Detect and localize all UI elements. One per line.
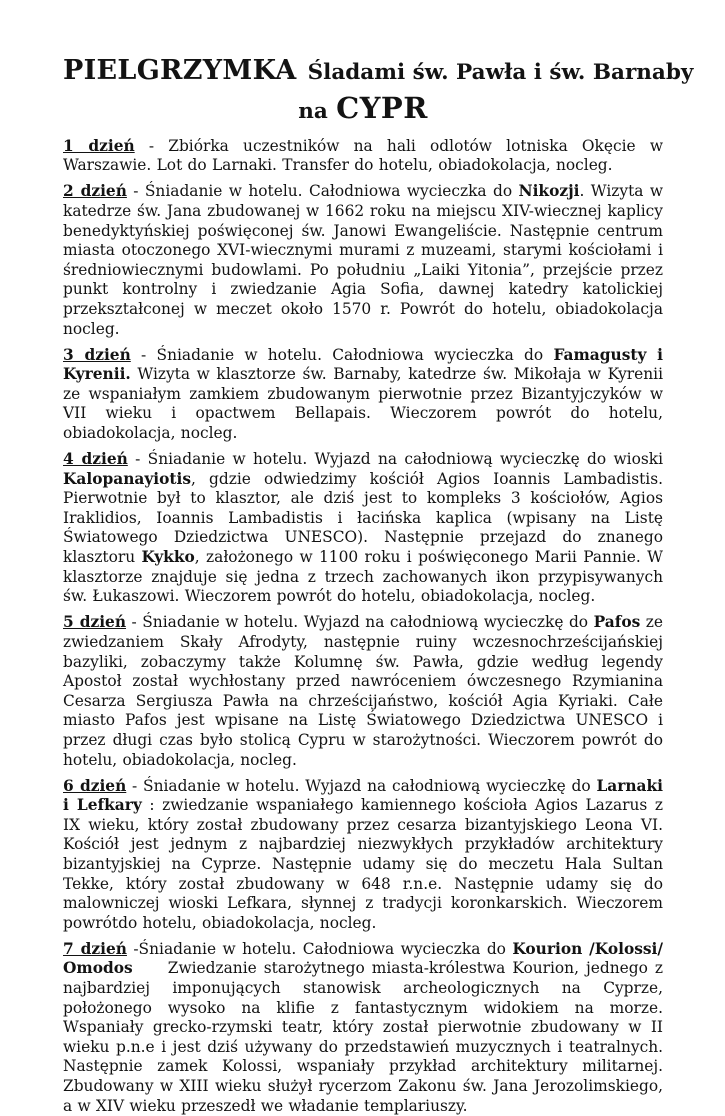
body-text: - Zbiórka uczestników na hali odlotów lotniska Okęcie w Warszawie. Lot do Larnaki. Transfer do hotelu, obiadokolacja, nocleg. xyxy=(63,136,663,175)
destination-highlight: Kykko xyxy=(141,548,195,567)
destination-highlight: Famagusty i Kyrenii. xyxy=(63,345,664,384)
destination-highlight: Pafos xyxy=(593,613,641,632)
itinerary-paragraph xyxy=(63,346,663,444)
day-label: 5 dzień xyxy=(63,613,127,632)
body-text: , założonego w 1100 roku i poświęconego Marii Pannie. W klasztorze znajduje się jedna z trzech zachowanych ikon przypisywanych św. Łukaszowi. Wieczorem powrót do hotelu, obiadokolacja, nocleg. xyxy=(63,548,663,606)
destination-highlight: Kourion /Kolossi/ Omodos xyxy=(63,939,664,978)
body-text: - Śniadanie w hotelu. Całodniowa wycieczka do xyxy=(130,345,554,364)
day-label: 3 dzień xyxy=(63,345,131,364)
body-text: Wizyta w klasztorze św. Barnaby, katedrze św. Mikołaja w Kyrenii ze wspaniałym zamkiem zbudowanym pierwotnie przez Bizantyjczyków w VII wieku i opactwem Bellapais. Wieczorem powrót do hotelu, obiadokolacja, nocleg. xyxy=(63,365,663,442)
body-text: - Śniadanie w hotelu. Wyjazd na całodniową wycieczkę do xyxy=(126,776,597,795)
itinerary-paragraph xyxy=(63,137,663,176)
body-text: - Śniadanie w hotelu. Wyjazd na całodniową wycieczkę do wioski xyxy=(127,450,663,469)
day-label: 1 dzień xyxy=(63,136,135,155)
body-text: . Wizyta w katedrze św. Jana zbudowanej w 1662 roku na miejscu XIV-wiecznej kaplicy benedyktyńskiej poświęconej św. Janowi Ewangeliście. Następnie centrum miasta otoczonego XVI-wiecznymi murami z muzeami, starymi kościołami i średniowiecznymi budowlami. Po południu „Laiki Yitonia”, przejście przez punkt kontrolny i zwiedzanie Agia Sofia, dawnej katedry katolickiej przekształconej w meczet około 1570 r. Powrót do hotelu, obiadokolacja nocleg. xyxy=(63,182,663,338)
destination-highlight: Larnaki i Lefkary xyxy=(63,776,664,815)
itinerary xyxy=(63,137,663,1116)
body-text: -Śniadanie w hotelu. Całodniowa wycieczka do xyxy=(126,939,513,958)
title-line2-main: CYPR xyxy=(336,90,428,125)
title-subtitle: Śladami św. Pawła i św. Barnaby xyxy=(307,60,694,85)
body-text: : zwiedzanie wspaniałego kamiennego kościoła Agios Lazarus z IX wieku, który został zbudowany przez cesarza bizantyjskiego Leona VI. Kościół jest jednym z najbardziej niezwykłych przykładów architektury bizantyjskiej na Cyprze. Następnie udamy się do meczetu Hala Sultan Tekke, który został zbudowany w 648 r.n.e. Następnie udamy się do malowniczej wioski Lefkara, słynnej z tradycji koronkarskich. Wieczorem powrótdo hotelu, obiadokolacja, nocleg. xyxy=(63,796,663,932)
body-text: Zwiedzanie starożytnego miasta-królestwa Kourion, jednego z najbardziej imponujących stanowisk archeologicznych na Cyprze, położonego wysoko na klifie z fantastycznym widokiem na morze. Wspaniały grecko-rzymski teatr, który został pierwotnie zbudowany w II wieku p.n.e i jest dziś używany do przedstawień muzycznych i teatralnych. Następnie zamek Kolossi, wspaniały przykład architektury militarnej. Zbudowany w XIII wieku służył rycerzom Zakonu św. Jana Jerozolimskiego, a w XIV wieku przeszedł we władanie templariuszy. xyxy=(63,959,663,1115)
body-text: - Śniadanie w hotelu. Wyjazd na całodniową wycieczkę do xyxy=(126,613,594,632)
itinerary-paragraph xyxy=(63,940,663,1116)
body-text: - Śniadanie w hotelu. Całodniowa wycieczka do xyxy=(126,182,519,201)
destination-highlight: Nikozji xyxy=(518,182,580,201)
title-main: PIELGRZYMKA xyxy=(63,55,297,86)
day-label: 6 dzień xyxy=(63,776,127,795)
itinerary-paragraph xyxy=(63,182,663,339)
day-label: 2 dzień xyxy=(63,182,127,201)
body-text: , gdzie odwiedzimy kościół Agios Ioannis Lambadistis. Pierwotnie był to klasztor, ale dziś jest to kompleks 3 kościołów, Agios Iraklidios, Ioannis Lambadistis i łacińska kaplica (wpisany na Listę Światowego Dziedzictwa UNESCO). Następnie przejazd do znanego klasztoru xyxy=(63,469,663,567)
day-label: 4 dzień xyxy=(63,450,128,469)
day-label: 7 dzień xyxy=(63,939,127,958)
itinerary-paragraph xyxy=(63,450,663,607)
document-title xyxy=(63,50,694,87)
itinerary-paragraph xyxy=(63,613,663,770)
title-line2-prefix: na xyxy=(298,98,328,124)
document-title-line2 xyxy=(63,90,663,125)
destination-highlight: Kalopanayiotis xyxy=(63,469,192,488)
body-text: ze zwiedzaniem Skały Afrodyty, następnie ruiny wczesnochrześcijańskiej bazyliki, zobaczymy także Kolumnę św. Pawła, gdzie według legendy Apostoł został wychłostany przed nawróceniem ówczesnego Rzymianina Cesarza Sergiusza Pawła na chrześcijaństwo, kościół Agia Kyriaki. Całe miasto Pafos jest wpisane na Listę Światowego Dziedzictwa UNESCO i przez długi czas było stolicą Cypru w starożytności. Wieczorem powrót do hotelu, obiadokolacja, nocleg. xyxy=(63,613,664,769)
itinerary-paragraph xyxy=(63,777,663,934)
